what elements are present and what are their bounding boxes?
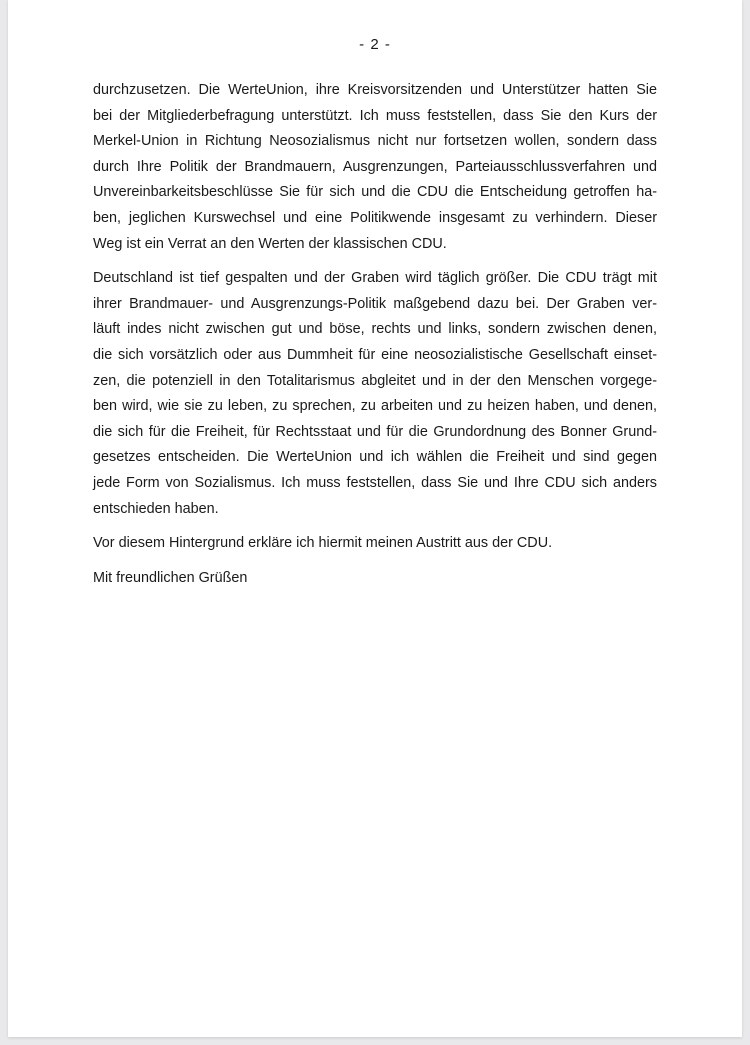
text-line: ben, jeglichen Kurswechsel und eine Politikwende insgesamt zu verhindern. Dieser	[93, 209, 657, 226]
text-line: ben wird, wie sie zu leben, zu sprechen, zu arbeiten und zu heizen haben, und denen,	[93, 398, 657, 415]
text-line: gesetzes entscheiden. Die WerteUnion und ich wählen die Freiheit und sind gegen	[93, 449, 657, 466]
text-line: bei der Mitgliederbefragung unterstützt. Ich muss feststellen, dass Sie den Kurs der	[93, 107, 657, 124]
text-line: Weg ist ein Verrat an den Werten der klassischen CDU.	[93, 235, 447, 252]
text-line: Mit freundlichen Grüßen	[93, 569, 248, 586]
text-line: entschieden haben.	[93, 500, 219, 517]
text-line: läuft indes nicht zwischen gut und böse, rechts und links, sondern zwischen denen,	[93, 321, 657, 338]
text-line: Vor diesem Hintergrund erkläre ich hiermit meinen Austritt aus der CDU.	[93, 535, 553, 552]
paragraph-divided-germany	[93, 266, 657, 522]
text-line: durchzusetzen. Die WerteUnion, ihre Kreisvorsitzenden und Unterstützer hatten Sie	[93, 82, 657, 98]
text-line: ihrer Brandmauer- und Ausgrenzungs-Politik maßgebend dazu bei. Der Graben ver-	[93, 295, 657, 312]
letter-body	[93, 78, 657, 600]
text-line: die sich für die Freiheit, für Rechtsstaat und für die Grundordnung des Bonner Grund-	[93, 423, 657, 440]
closing-salutation	[93, 566, 657, 592]
document-page	[8, 0, 742, 1037]
paragraph-resignation	[93, 531, 657, 557]
paragraph-course-criticism	[93, 78, 657, 257]
text-line: die sich vorsätzlich oder aus Dummheit für eine neosozialistische Gesellschaft einset-	[93, 346, 657, 363]
text-line: Unvereinbarkeitsbeschlüsse Sie für sich und die CDU die Entscheidung getroffen ha-	[93, 184, 657, 201]
text-line: zen, die potenziell in den Totalitarismus abgleitet und in der den Menschen vorgege-	[93, 372, 657, 389]
text-line: durch Ihre Politik der Brandmauern, Ausgrenzungen, Parteiausschlussverfahren und	[93, 158, 657, 175]
text-line: jede Form von Sozialismus. Ich muss feststellen, dass Sie und Ihre CDU sich anders	[93, 474, 657, 491]
page-number: - 2 -	[359, 36, 391, 53]
text-line: Merkel-Union in Richtung Neosozialismus nicht nur fortsetzen wollen, sondern dass	[93, 133, 657, 150]
text-line: Deutschland ist tief gespalten und der Graben wird täglich größer. Die CDU trägt mit	[93, 270, 657, 287]
